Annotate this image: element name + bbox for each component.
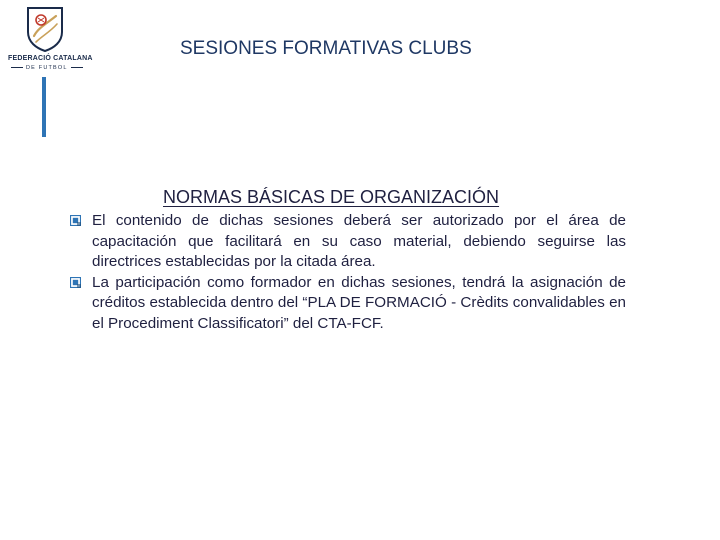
logo-subtitle-text: DE FUTBOL [8,65,82,71]
list-item [70,273,626,335]
accent-bar [42,77,46,137]
list-item [70,211,626,273]
bullet-text: La participación como formador en dichas sesiones, tendrá la asignación de créditos establecida dentro del “PLA DE FORMACIÓ - Crèdits convalidables en el Procediment Classificatori” del CTA-FCF. [92,273,626,332]
shield-crest-icon [26,6,64,52]
logo-name-text: FEDERACIÓ CATALANA [8,55,93,62]
checkbox-square-icon [70,277,81,288]
bullet-text: El contenido de dichas sesiones deberá ser autorizado por el área de capacitación que facilitará en su caso material, debiendo seguirse las directrices establecidas por la citada área. [92,212,626,270]
federation-logo [8,6,93,76]
checkbox-square-icon [70,215,81,226]
slide-title: SESIONES FORMATIVAS CLUBS [180,38,472,59]
bullet-list [70,211,626,334]
section-heading: NORMAS BÁSICAS DE ORGANIZACIÓN [163,187,500,207]
